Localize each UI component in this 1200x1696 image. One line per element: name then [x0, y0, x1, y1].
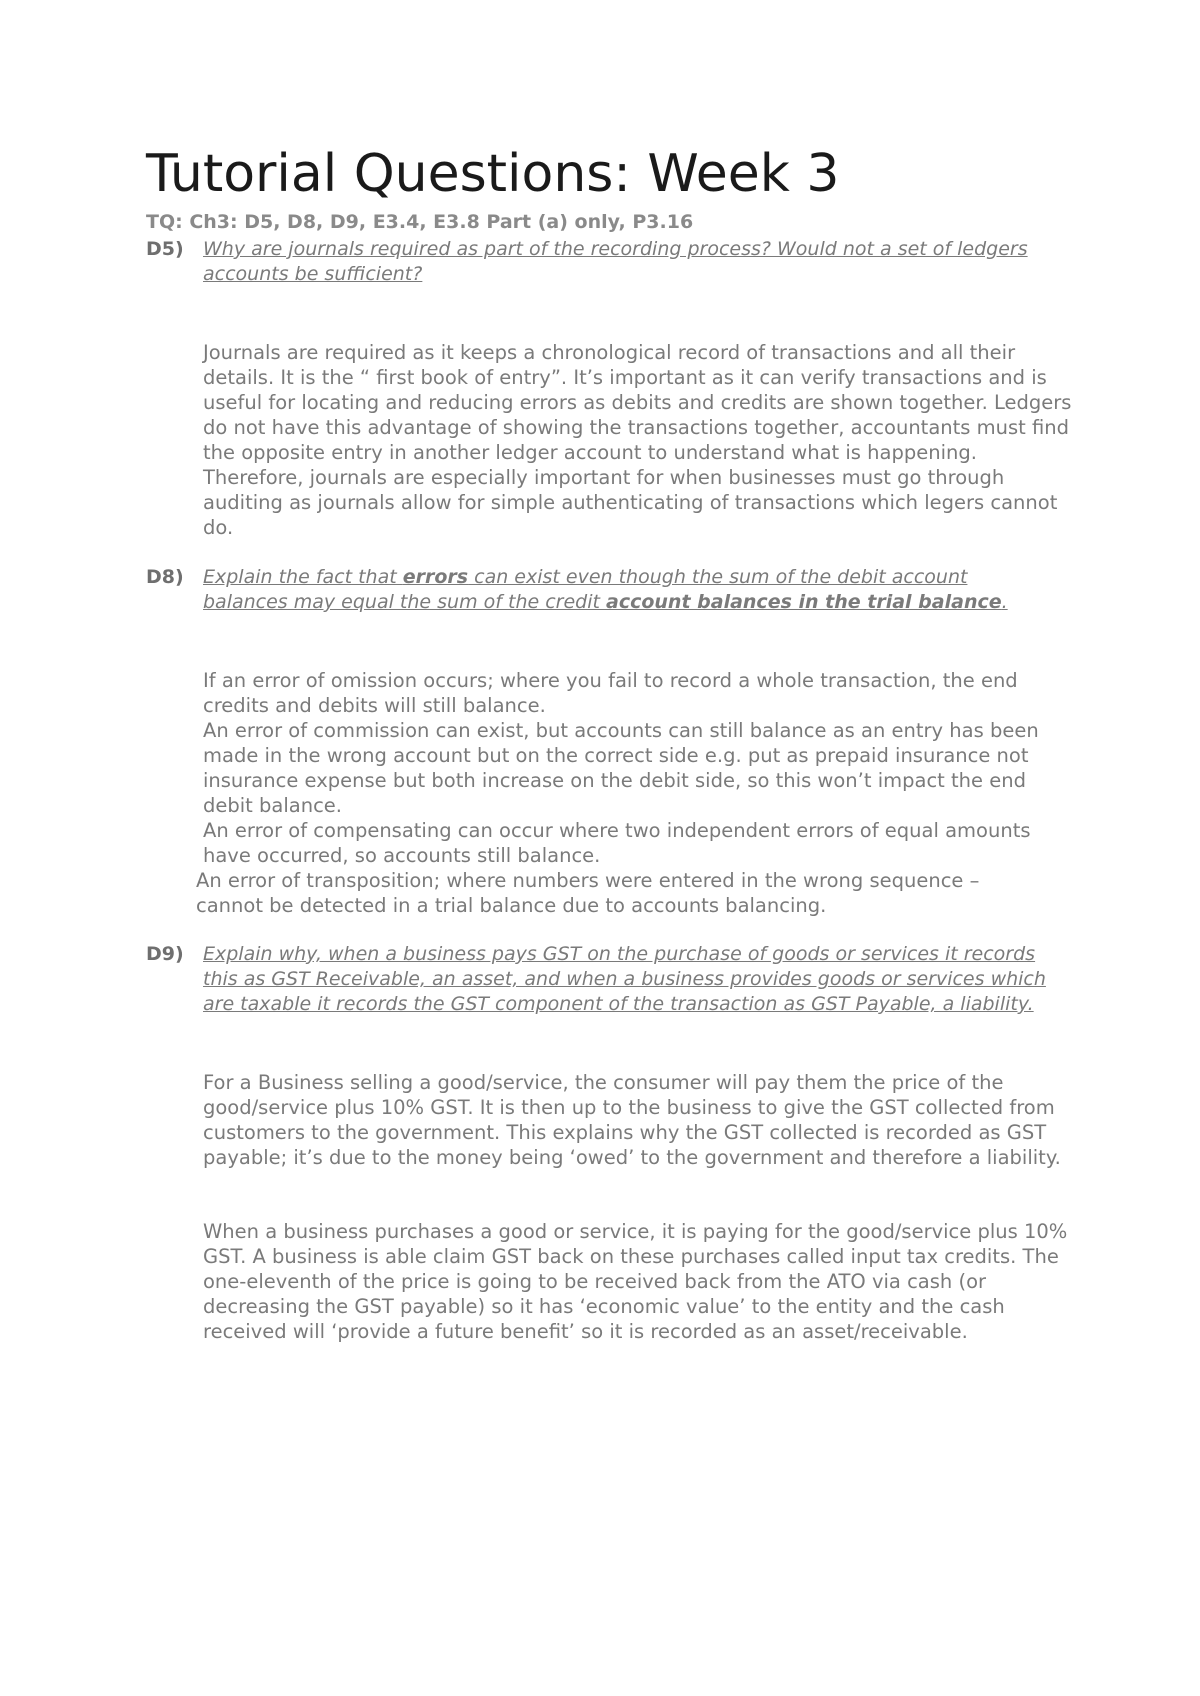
question-d8-text-1: Explain the fact that [203, 566, 403, 588]
question-d5-line2: accounts be sufficient? [203, 263, 423, 285]
answer-d8-omission: If an error of omission occurs; where you fail to record a whole transaction, the end credits and debits will still balance. [203, 669, 1018, 717]
question-d8-bold-trial-balance: account balances in the trial balance [606, 591, 1002, 613]
answer-d9-payable: For a Business selling a good/service, the consumer will pay them the price of the good/service plus 10% GST. It is then up to the business to give the GST collected from customers to the government. This explains why the GST collected is recorded as GST payable; it’s due to the money being ‘owed’ to the government and therefore a liability. [203, 1071, 1061, 1169]
question-label-d9: D9) [146, 943, 184, 965]
question-d8-bold-errors: errors [402, 566, 469, 588]
question-d9: Explain why, when a business pays GST on the purchase of goods or services it records this as GST Receivable, an asset, and when a business provides goods or services which are taxable it records the GST component of the transaction as GST Payable, a liability. [203, 943, 1046, 1015]
question-d8-text-2: can exist even though the sum of the debit account balances may equal the sum of the credit [203, 566, 968, 613]
answer-d8-transposition-line1: An error of transposition; where numbers were entered in the wrong sequence – [196, 869, 980, 892]
answer-d8-transposition-line2: cannot be detected in a trial balance due to accounts balancing. [196, 894, 827, 917]
question-d5-line1: Why are journals required as part of the recording process? Would not a set of ledgers [203, 238, 1028, 260]
answer-d8-commission: An error of commission can exist, but accounts can still balance as an entry has been made in the wrong account but on the correct side e.g. put as prepaid insurance not insurance expense but both increase on the debit side, so this won’t impact the end debit balance. [203, 719, 1039, 817]
question-label-d5: D5) [146, 238, 184, 260]
page-title: Tutorial Questions: Week 3 [146, 144, 840, 204]
answer-d9-receivable: When a business purchases a good or service, it is paying for the good/service plus 10% GST. A business is able claim GST back on these purchases called input tax credits. The one-eleventh of the price is going to be received back from the ATO via cash (or decreasing the GST payable) so it has ‘economic value’ to the entity and the cash received will ‘provide a future benefit’ so it is recorded as an asset/receivable. [203, 1220, 1068, 1343]
question-label-d8: D8) [146, 566, 184, 588]
question-d5 [203, 237, 1063, 287]
answer-d8-compensating: An error of compensating can occur where two independent errors of equal amounts have occurred, so accounts still balance. [203, 819, 1031, 867]
answer-d8 [203, 668, 1073, 868]
page-subtitle: TQ: Ch3: D5, D8, D9, E3.4, E3.8 Part (a) only, P3.16 [146, 211, 694, 233]
answer-d5: Journals are required as it keeps a chronological record of transactions and all their details. It is the “ first book of entry”. It’s important as it can verify transactions and is useful for locating and reducing errors as debits and credits are shown together. Ledgers do not have this advantage of showing the transactions together, accountants must find the opposite entry in another ledger account to understand what is happening. Therefore, journals are especially important for when businesses must go through auditing as journals allow for simple authenticating of transactions which legers cannot do. [203, 341, 1072, 539]
question-d8 [203, 565, 1053, 615]
question-d8-text-3: . [1001, 591, 1008, 613]
